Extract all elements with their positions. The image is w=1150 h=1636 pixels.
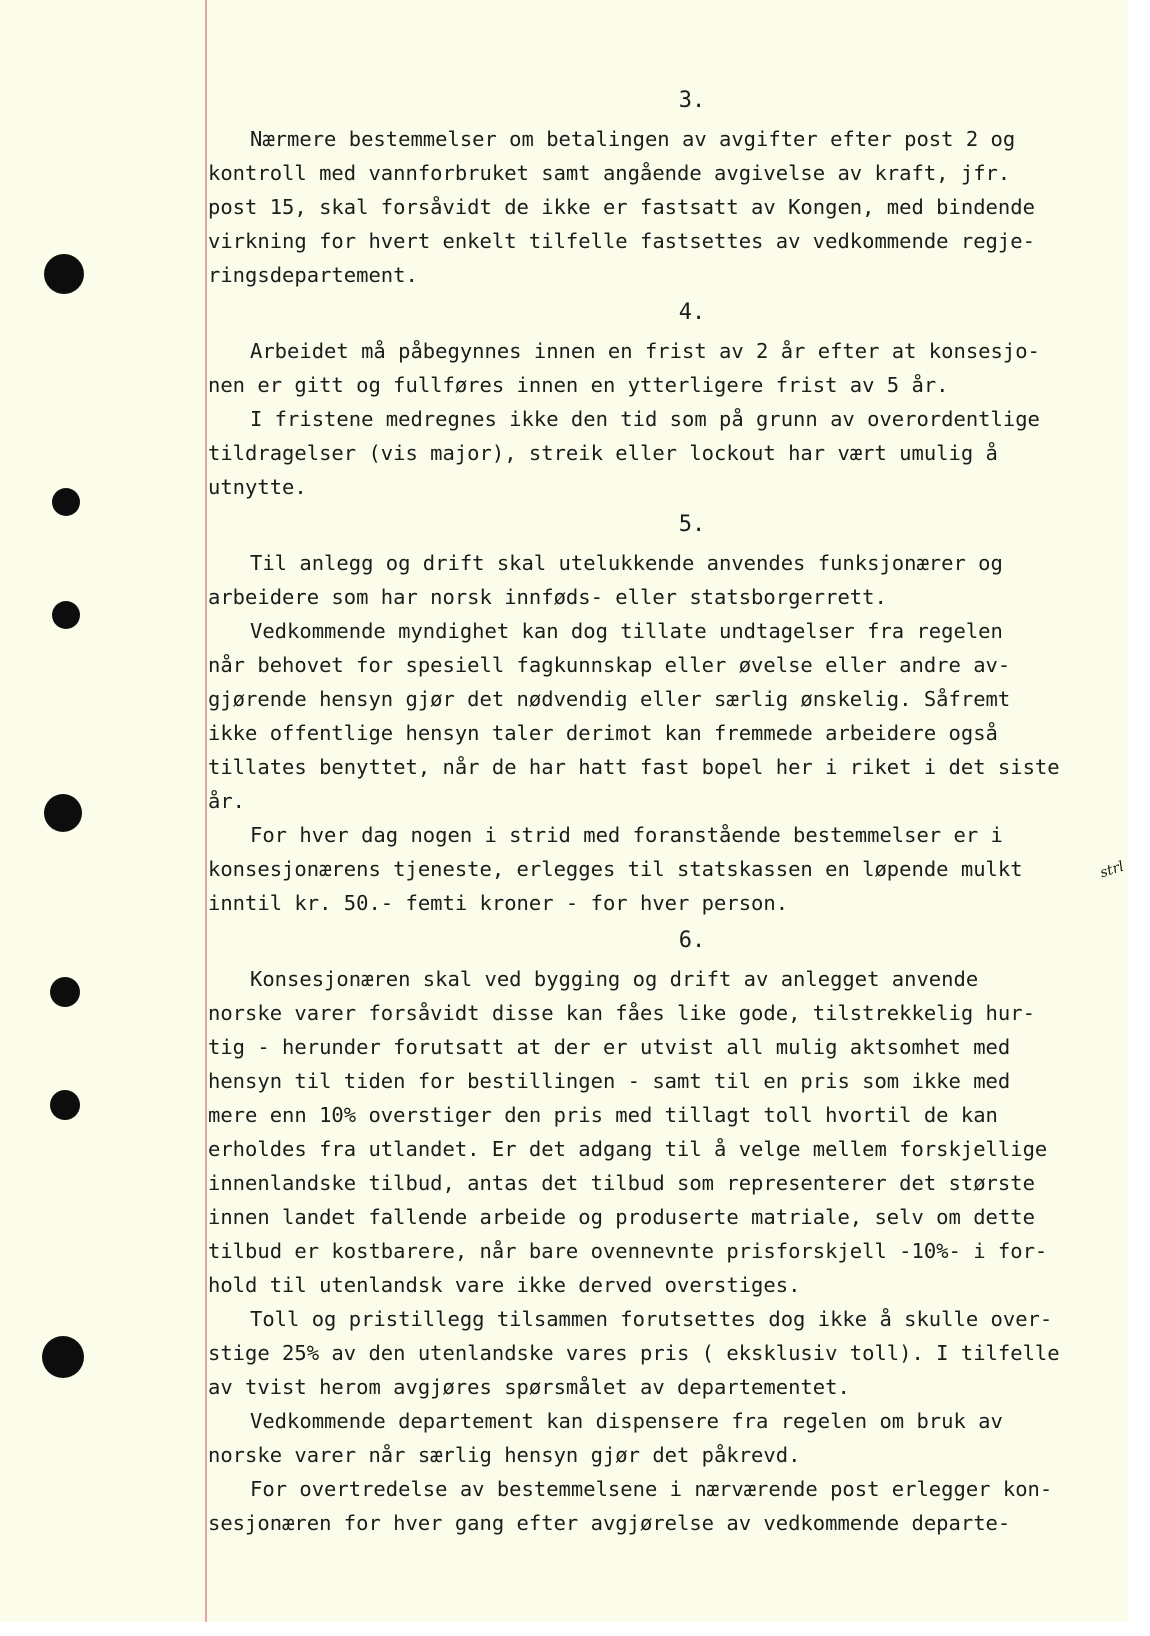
text-line: Arbeidet må påbegynnes innen en frist av 2 år efter at konsesjo- bbox=[250, 339, 1040, 363]
text-line: Toll og pristillegg tilsammen forutsettes dog ikke å skulle over- bbox=[250, 1307, 1053, 1331]
section-number: 5. bbox=[678, 512, 706, 537]
margin-rule bbox=[205, 0, 207, 1636]
text-line: stige 25% av den utenlandske vares pris ( eksklusiv toll). I tilfelle bbox=[208, 1341, 1060, 1365]
text-line: konsesjonærens tjeneste, erlegges til statskassen en løpende mulkt bbox=[208, 857, 1023, 881]
text-line: inntil kr. 50.- femti kroner - for hver person. bbox=[208, 891, 789, 915]
section-number: 3. bbox=[678, 88, 706, 113]
text-line: post 15, skal forsåvidt de ikke er fastsatt av Kongen, med bindende bbox=[208, 195, 1035, 219]
text-line: tilbud er kostbarere, når bare ovennevnte prisforskjell -10%- i for- bbox=[208, 1239, 1048, 1263]
section-number: 4. bbox=[678, 300, 706, 325]
punch-hole bbox=[42, 1336, 84, 1378]
text-line: sesjonæren for hver gang efter avgjørelse av vedkommende departe- bbox=[208, 1511, 1011, 1535]
text-line: innen landet fallende arbeide og produserte matriale, selv om dette bbox=[208, 1205, 1035, 1229]
text-line: tig - herunder forutsatt at der er utvist all mulig aktsomhet med bbox=[208, 1035, 1011, 1059]
text-line: hold til utenlandsk vare ikke derved overstiges. bbox=[208, 1273, 801, 1297]
text-line: ikke offentlige hensyn taler derimot kan fremmede arbeidere også bbox=[208, 721, 998, 745]
punch-hole bbox=[44, 254, 84, 294]
typed-text-body bbox=[208, 80, 1136, 1540]
text-line: ringsdepartement. bbox=[208, 263, 418, 287]
text-line: utnytte. bbox=[208, 475, 307, 499]
text-line: hensyn til tiden for bestillingen - samt til en pris som ikke med bbox=[208, 1069, 1011, 1093]
text-line: For overtredelse av bestemmelsene i nærværende post erlegger kon- bbox=[250, 1477, 1053, 1501]
text-line: Konsesjonæren skal ved bygging og drift av anlegget anvende bbox=[250, 967, 979, 991]
text-line: år. bbox=[208, 789, 246, 813]
text-line: virkning for hvert enkelt tilfelle fastsettes av vedkommende regje- bbox=[208, 229, 1035, 253]
text-line: For hver dag nogen i strid med foranstående bestemmelser er i bbox=[250, 823, 1003, 847]
text-line: mere enn 10% overstiger den pris med tillagt toll hvortil de kan bbox=[208, 1103, 998, 1127]
text-line: nen er gitt og fullføres innen en ytterligere frist av 5 år. bbox=[208, 373, 949, 397]
scan-border-bottom bbox=[0, 1622, 1150, 1636]
text-line: Vedkommende departement kan dispensere fra regelen om bruk av bbox=[250, 1409, 1003, 1433]
punch-hole bbox=[44, 794, 82, 832]
text-line: Vedkommende myndighet kan dog tillate undtagelser fra regelen bbox=[250, 619, 1003, 643]
text-line: norske varer når særlig hensyn gjør det påkrevd. bbox=[208, 1443, 801, 1467]
text-line: når behovet for spesiell fagkunnskap eller øvelse eller andre av- bbox=[208, 653, 1011, 677]
text-line: Til anlegg og drift skal utelukkende anvendes funksjonærer og bbox=[250, 551, 1003, 575]
text-line: Nærmere bestemmelser om betalingen av avgifter efter post 2 og bbox=[250, 127, 1016, 151]
punch-hole bbox=[52, 601, 80, 629]
text-line: tillates benyttet, når de har hatt fast bopel her i riket i det siste bbox=[208, 755, 1060, 779]
punch-hole bbox=[52, 488, 80, 516]
punch-hole bbox=[50, 977, 80, 1007]
section-number: 6. bbox=[678, 928, 706, 953]
text-line: I fristene medregnes ikke den tid som på grunn av overordentlige bbox=[250, 407, 1040, 431]
text-line: innenlandske tilbud, antas det tilbud som representerer det største bbox=[208, 1171, 1035, 1195]
text-line: av tvist herom avgjøres spørsmålet av departementet. bbox=[208, 1375, 850, 1399]
text-line: erholdes fra utlandet. Er det adgang til å velge mellem forskjellige bbox=[208, 1137, 1048, 1161]
text-line: tildragelser (vis major), streik eller lockout har vært umulig å bbox=[208, 441, 998, 465]
text-line: norske varer forsåvidt disse kan fåes like gode, tilstrekkelig hur- bbox=[208, 1001, 1035, 1025]
handwritten-margin-note: strl bbox=[1098, 858, 1126, 882]
text-line: arbeidere som har norsk innføds- eller statsborgerrett. bbox=[208, 585, 887, 609]
text-line: kontroll med vannforbruket samt angående avgivelse av kraft, jfr. bbox=[208, 161, 1011, 185]
text-line: gjørende hensyn gjør det nødvendig eller særlig ønskelig. Såfremt bbox=[208, 687, 1011, 711]
punch-hole bbox=[50, 1090, 80, 1120]
